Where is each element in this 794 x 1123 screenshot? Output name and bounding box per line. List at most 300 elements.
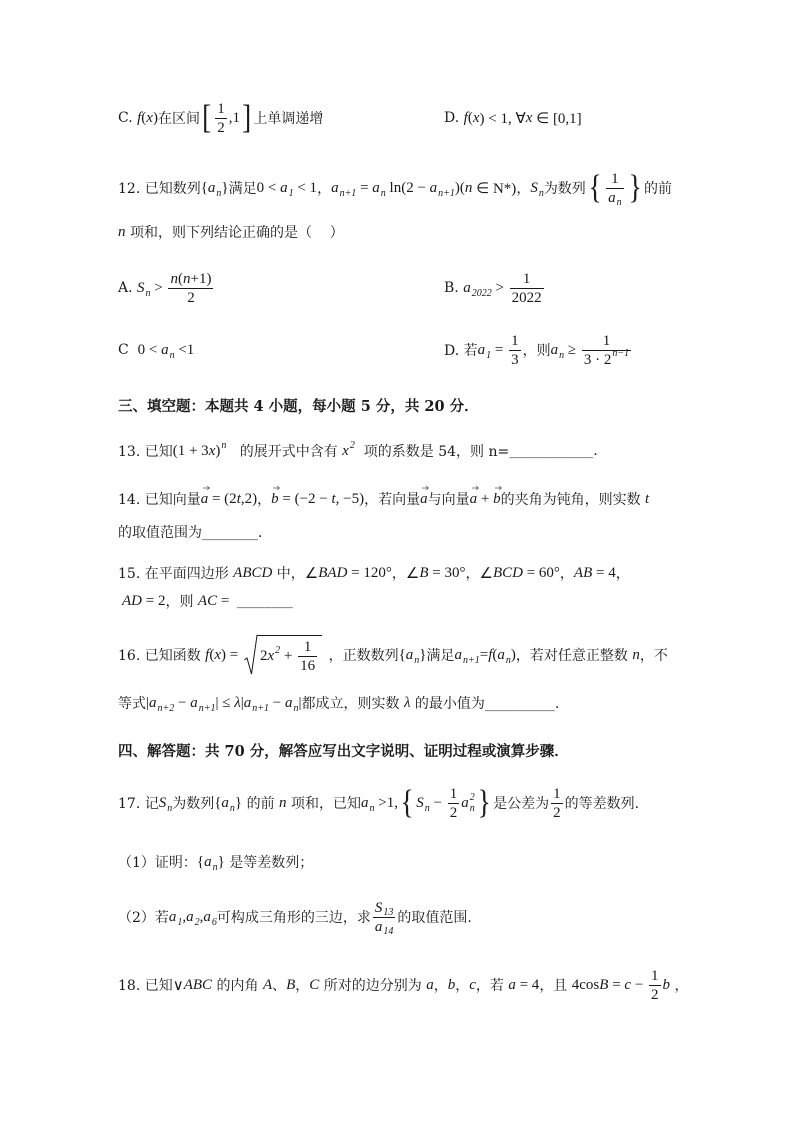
math-symbol: = (479, 646, 489, 663)
math-symbol: − (269, 694, 285, 711)
math-symbol: ,2) (240, 490, 258, 507)
text-run: 四、解答题：共 70 分，解答应写出文字说明、证明过程或演算步骤． (118, 742, 569, 760)
text-run: 三、填空题：本题共 4 小题，每小题 5 分，共 20 分． (118, 397, 479, 415)
text-run: ， (670, 978, 689, 994)
math-symbol: ( (492, 646, 498, 663)
text-run: ，且 (539, 978, 572, 994)
fraction-denominator (649, 986, 661, 1004)
text-run: 在区间 (157, 111, 200, 127)
text-run: （1）证明： (118, 855, 197, 871)
text-run: 的内角 (212, 978, 263, 994)
subscript: 2 (194, 916, 200, 928)
math-symbol: 2 (259, 648, 268, 664)
math-variable: a (284, 694, 293, 711)
math-symbol: 1 (449, 785, 458, 802)
math-symbol: +1) (190, 270, 212, 287)
math-symbol: = (217, 592, 237, 609)
math-symbol: 0 < (256, 179, 281, 196)
math-variable: n (279, 794, 287, 811)
math-symbol: <1 (174, 341, 195, 358)
math-symbol: ) < 1, ∀ (479, 110, 526, 127)
math-variable: x (472, 109, 480, 126)
text-run: ____________. (509, 443, 598, 459)
q16-line2 (118, 678, 559, 728)
subscript: n+1 (438, 187, 455, 199)
math-symbol: ∠ (405, 565, 420, 582)
math-variable: a (204, 853, 212, 870)
math-symbol: 3 · 2 (583, 351, 612, 368)
math-symbol: 1 (303, 639, 312, 655)
text-run: ， (433, 978, 448, 994)
text-run: 满足 (426, 648, 455, 664)
text-run: ， (391, 566, 406, 582)
text-run: 的取值范围. (397, 910, 472, 926)
text-run: 的取值范围为________． (118, 525, 272, 541)
math-variable: x (267, 648, 275, 664)
text-run: 项和，已知 (286, 796, 361, 812)
math-symbol: + (280, 648, 297, 664)
fraction-denominator (510, 289, 544, 307)
text-run: 为数列 (543, 181, 586, 197)
fraction-numerator (448, 785, 460, 804)
text-run: ，则 (522, 343, 551, 359)
text-run: 15. 在平面四边形 (118, 566, 234, 582)
text-run: 是等差数列； (224, 855, 314, 871)
text-run: D. (444, 110, 464, 126)
math-variable: a (190, 694, 198, 711)
subscript: n (616, 196, 622, 208)
q15-line2 (122, 576, 293, 626)
fraction-numerator (510, 270, 544, 289)
subscript: n+1 (198, 702, 216, 714)
section-4-heading (118, 725, 569, 775)
fraction-denominator (606, 189, 624, 207)
fraction (215, 100, 227, 137)
math-symbol: } (221, 179, 229, 196)
text-run: 17. 记 (118, 796, 159, 812)
subscript: n+2 (157, 702, 175, 714)
math-variable: a (243, 694, 252, 711)
math-variable: b (662, 976, 671, 993)
math-symbol: − (429, 794, 446, 811)
math-symbol: 1 (651, 967, 659, 984)
subscript: 6 (211, 916, 217, 928)
math-symbol: } (217, 853, 225, 870)
math-symbol: 1 (602, 332, 611, 349)
text-run: 的前 (242, 796, 280, 812)
math-symbol: { (214, 794, 222, 811)
math-symbol: ≥ (564, 341, 580, 358)
math-variable: S (374, 899, 383, 916)
math-variable: a (331, 179, 339, 196)
fraction-denominator (168, 289, 213, 307)
math-symbol: ∈ N*) (472, 180, 517, 197)
math-symbol: 2 (651, 986, 659, 1003)
math-symbol: ∠ (304, 565, 319, 582)
subscript: n (169, 349, 175, 361)
fraction-denominator (582, 347, 631, 369)
math-variable: x (525, 109, 533, 126)
large-delimiter: { (400, 784, 414, 821)
large-delimiter: ] (242, 99, 252, 136)
math-variable: a (550, 341, 559, 358)
text-run: 的等差数列. (564, 796, 640, 812)
q11-option-c (118, 93, 323, 143)
q18-line1 (118, 960, 689, 1010)
text-run: 为数列 (172, 796, 215, 812)
math-symbol: ) (215, 442, 221, 459)
q16-line1 (118, 630, 668, 680)
fraction (298, 638, 317, 675)
text-run: 的夹角为钝角，则实数 (500, 492, 646, 508)
math-symbol: 2 (449, 804, 458, 821)
vector-letter: b (271, 490, 279, 507)
math-symbol: ( (141, 109, 147, 126)
math-variable: S (137, 279, 145, 296)
radical-sign (244, 635, 258, 675)
math-symbol: 4cos (571, 976, 600, 993)
subscript: n (469, 803, 475, 814)
subscript: n (538, 187, 544, 199)
math-variable: n (632, 646, 640, 663)
q13-line1 (118, 426, 598, 476)
math-variable: a (360, 794, 369, 811)
math-symbol: { (196, 853, 205, 870)
fraction-numerator (606, 170, 624, 189)
text-run: ， (465, 566, 480, 582)
vector-letter: b (493, 490, 501, 507)
math-symbol: } (419, 646, 427, 663)
fraction (606, 170, 624, 207)
math-symbol: } (234, 794, 243, 811)
math-variable: n (118, 223, 126, 240)
fraction-numerator (649, 967, 661, 986)
math-symbol: 1 (511, 332, 519, 349)
math-variable: S (158, 794, 167, 811)
subscript: n (505, 654, 511, 666)
text-run: 中， (272, 566, 305, 582)
math-symbol: ) = (221, 646, 242, 663)
superscript: n−1 (612, 347, 630, 359)
text-run: ， (615, 566, 630, 582)
math-symbol: ( (177, 270, 183, 287)
math-symbol: 2 (187, 289, 195, 306)
fraction-numerator (509, 332, 521, 351)
math-symbol: 1 (553, 785, 561, 802)
square-root (244, 635, 322, 675)
text-run: 所对的边分别为 (319, 978, 427, 994)
text-run: ， (559, 566, 574, 582)
q17-part1 (118, 837, 313, 887)
vector-arrow-icon (203, 485, 210, 490)
vector-arrow-icon (472, 485, 479, 490)
text-run: 是公差为 (493, 796, 550, 812)
vector-symbol (420, 491, 428, 508)
math-symbol: = (491, 341, 508, 358)
math-symbol: = 4 (592, 564, 616, 581)
q12-stem-line1 (118, 163, 672, 213)
math-variable: a (497, 646, 505, 663)
math-variable: n (170, 270, 178, 287)
math-symbol: − (174, 694, 191, 711)
text-run: D. 若 (444, 343, 478, 359)
vector-arrow-icon (495, 485, 502, 490)
text-run: C (118, 342, 138, 358)
vector-symbol (201, 491, 209, 508)
math-symbol: { (200, 179, 208, 196)
text-run: ， (295, 978, 310, 994)
subscript: 13 (383, 906, 394, 918)
q12-option-d (444, 325, 633, 375)
text-run: A. (118, 280, 138, 296)
math-symbol: = 2 (142, 592, 166, 609)
subscript: n (167, 802, 173, 814)
q12-option-c (118, 325, 194, 375)
math-symbol: 2 (217, 119, 225, 136)
math-symbol: 3 (511, 351, 519, 368)
section-3-heading (118, 380, 479, 430)
math-symbol: < 1 (293, 179, 318, 196)
vector-symbol (271, 491, 279, 508)
math-symbol: = (356, 179, 373, 196)
math-variable: ABCD (233, 564, 273, 581)
math-variable: A (262, 976, 273, 993)
subscript: n (229, 802, 235, 814)
math-variable: S (530, 179, 538, 196)
text-run: 项和，则下列结论正确的是（ ） (125, 225, 344, 241)
fraction-denominator (448, 804, 460, 822)
math-symbol: + (477, 490, 494, 507)
text-run: C. (118, 110, 138, 126)
superscript: 2 (349, 439, 355, 451)
math-variable: AC (197, 592, 218, 609)
fraction (582, 332, 631, 369)
large-delimiter: { (588, 169, 602, 206)
math-variable: a (186, 908, 194, 925)
text-run: ，若对任意正整数 (515, 648, 633, 664)
text-run: ，若向量 (364, 492, 421, 508)
math-symbol: = 60° (522, 564, 560, 581)
math-variable: x (146, 109, 153, 126)
math-variable: a (161, 341, 169, 358)
math-variable: a (149, 694, 157, 711)
math-variable: f (488, 646, 493, 663)
vector-arrow-icon (273, 485, 280, 490)
text-run: ，则 (165, 594, 198, 610)
fraction (551, 785, 563, 822)
math-variable: b (447, 976, 456, 993)
vector-letter: a (200, 490, 209, 507)
q12-stem-line2 (118, 207, 344, 257)
large-delimiter: } (477, 784, 491, 821)
math-symbol: = 120° (347, 564, 392, 581)
fraction (510, 270, 544, 307)
fraction-denominator (298, 657, 317, 675)
math-variable: a (429, 179, 438, 196)
text-run: ，不 (639, 648, 668, 664)
math-variable: λ (234, 694, 241, 711)
vector-symbol (470, 491, 478, 508)
fraction-numerator (215, 100, 227, 119)
math-symbol: 2022 (511, 289, 542, 306)
text-run: B. (444, 280, 464, 296)
q11-option-d (444, 93, 582, 143)
subscript: 1 (177, 916, 183, 928)
math-symbol: 0 < (137, 341, 162, 358)
fraction (649, 967, 661, 1004)
math-variable: a (608, 189, 616, 206)
q12-option-a (118, 263, 215, 313)
math-symbol: )( (454, 179, 465, 196)
text-run: 13. 已知 (118, 444, 173, 460)
math-symbol: = (608, 976, 625, 993)
text-run: 的最小值为__________. (410, 696, 560, 712)
q17-part2 (118, 892, 472, 942)
math-variable: a (477, 341, 486, 358)
math-variable: f (137, 109, 142, 126)
math-symbol: > (150, 279, 167, 296)
fraction (509, 332, 521, 369)
math-variable: a (203, 908, 211, 925)
math-symbol: ( (209, 646, 215, 663)
math-variable: AB (573, 564, 593, 581)
math-variable: AD (122, 592, 142, 609)
text-run: 上单调递增 (253, 111, 324, 127)
text-run: 与向量 (427, 492, 470, 508)
math-variable: t (645, 490, 650, 507)
math-symbol: = 30° (428, 564, 466, 581)
vector-letter: a (469, 490, 478, 507)
fraction (448, 785, 460, 822)
fraction-numerator (298, 638, 317, 657)
vector-arrow-icon (422, 485, 429, 490)
math-variable: S (416, 794, 424, 811)
math-symbol: 1 (217, 100, 225, 117)
math-symbol: | (146, 694, 150, 711)
text-run: ，正数数列 (324, 648, 399, 664)
math-symbol: , (199, 908, 204, 925)
text-run: （2）若 (118, 910, 169, 926)
math-variable: λ (403, 694, 411, 711)
math-variable: a (221, 794, 229, 811)
math-symbol: { (398, 646, 406, 663)
text-run: 12. 已知数列 (118, 181, 201, 197)
text-run: 可构成三角形的三边，求 (216, 910, 371, 926)
subscript: 1 (486, 349, 492, 361)
text-run: ， (455, 978, 470, 994)
math-symbol: 1 (611, 170, 619, 187)
math-variable: a (508, 976, 516, 993)
fraction-numerator (373, 899, 396, 918)
text-run: ， (317, 181, 332, 197)
math-variable: B (599, 976, 609, 993)
math-variable: a (372, 179, 380, 196)
math-symbol: | ≤ (215, 694, 235, 711)
math-symbol: ) (510, 646, 516, 663)
fraction-denominator (551, 804, 563, 822)
math-variable: ABC (183, 976, 213, 993)
math-variable: f (463, 109, 468, 126)
sub-superscript (470, 792, 475, 814)
math-symbol: ∨ (172, 977, 184, 994)
fraction (373, 899, 396, 936)
math-symbol: ) (152, 109, 158, 126)
text-run: 16. 已知函数 (118, 648, 206, 664)
math-symbol: ∠ (479, 565, 493, 582)
math-symbol: 2 (553, 804, 561, 821)
math-variable: c (624, 976, 632, 993)
math-variable: a (374, 918, 383, 935)
subscript: n+1 (339, 187, 357, 199)
math-symbol: 16 (300, 658, 316, 674)
fraction-numerator (168, 270, 213, 289)
large-delimiter: } (628, 169, 642, 206)
subscript: n (369, 802, 375, 814)
subscript: n (293, 702, 299, 714)
math-symbol: , (182, 908, 187, 925)
fraction-denominator (509, 351, 521, 369)
math-symbol: >1, (374, 794, 398, 811)
subscript: 1 (288, 187, 294, 199)
text-run: 的前 (643, 181, 672, 197)
text-run: ， (516, 181, 531, 197)
math-symbol: (1 + 3 (172, 442, 209, 459)
math-symbol: ,1 (228, 109, 241, 126)
fraction (168, 270, 213, 307)
vector-symbol (493, 491, 501, 508)
math-variable: BAD (318, 564, 348, 581)
superscript: n (221, 439, 227, 451)
subscript: n (414, 654, 420, 666)
text-run: 都成立，则实数 (301, 696, 404, 712)
text-run: ，若 (475, 978, 509, 994)
math-variable: x (342, 442, 349, 459)
subscript: n (145, 287, 151, 299)
text-run: 、 (272, 978, 287, 994)
math-symbol: | (240, 694, 244, 711)
math-variable: a (207, 179, 216, 196)
math-symbol: | (298, 694, 302, 711)
fraction-denominator (215, 119, 227, 137)
q17-line1 (118, 778, 639, 828)
text-run: 的展开式中含有 (226, 444, 343, 460)
subscript: n (424, 802, 430, 814)
text-run: 满足 (228, 181, 257, 197)
math-variable: a (405, 646, 414, 663)
math-variable: a (461, 794, 469, 811)
text-run: ________ (236, 593, 293, 609)
superscript: 2 (275, 645, 281, 656)
text-run: 18. 已知 (118, 978, 173, 994)
subscript: n (212, 861, 218, 873)
math-variable: a (454, 646, 462, 663)
math-variable: a (280, 179, 288, 196)
math-variable: a (168, 908, 177, 925)
superscript: 2 (469, 792, 475, 803)
math-symbol: ln(2 − (385, 179, 430, 196)
subscript: 2022 (471, 287, 492, 299)
text-run: ， (257, 492, 272, 508)
math-variable: c (469, 976, 476, 993)
text-run: 14. 已知向量 (118, 492, 201, 508)
math-variable: n (464, 179, 473, 196)
large-delimiter: [ (202, 99, 212, 136)
text-run: 等式 (118, 696, 146, 712)
fraction-numerator (551, 785, 563, 804)
math-variable: x (214, 646, 222, 663)
vector-letter: a (420, 490, 428, 507)
math-symbol: ( (467, 109, 473, 126)
